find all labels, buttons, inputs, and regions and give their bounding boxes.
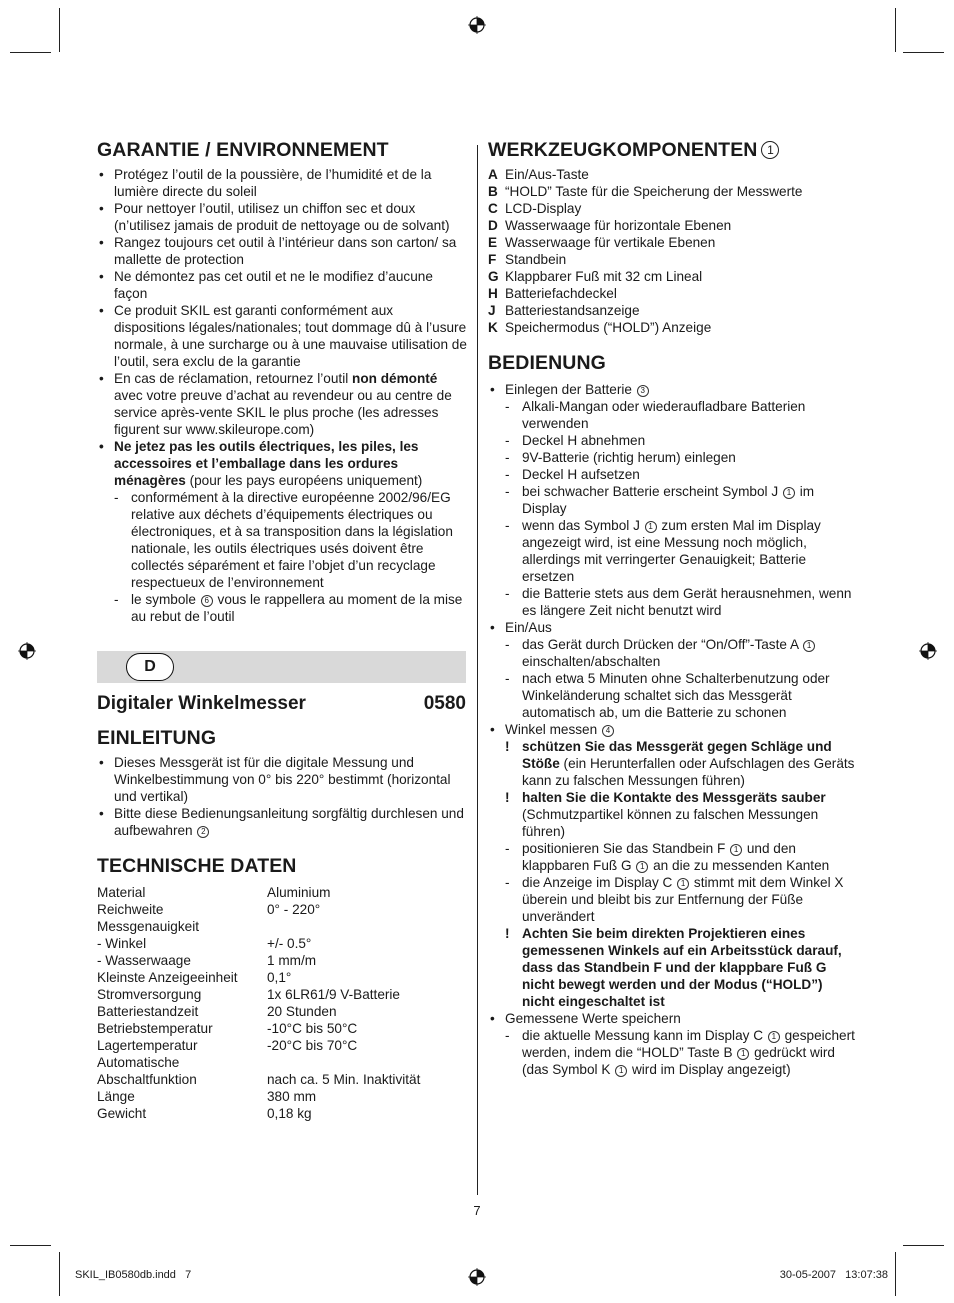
list-item: • Bitte diese Bedienungsanleitung sorgfältig durchlesen und aufbewahren 2 — [99, 806, 464, 838]
crop-mark — [903, 52, 944, 53]
list-item: • Rangez toujours cet outil à l’intérieur dans son carton/ sa mallette de protection — [99, 235, 457, 267]
bedienung-list — [488, 381, 858, 1078]
product-name: Digitaler Winkelmesser — [97, 693, 306, 714]
table-row — [97, 918, 467, 935]
technische-heading: TECHNISCHE DATEN — [97, 855, 297, 877]
table-value: -10°C bis 50°C — [267, 1021, 358, 1036]
component-text: LCD-Display — [505, 201, 582, 216]
component-letter: H — [488, 286, 498, 301]
table-value: 0,1° — [267, 970, 292, 985]
list-item: - Deckel H aufsetzen — [505, 467, 640, 482]
table-row — [97, 1037, 467, 1054]
list-item: • Winkel messen 4 ! schützen Sie das Messgerät gegen Schläge und Stöße (ein Herunterfallen oder Aufschlagen des Geräts kann zu falschen Messungen führen) ! halten Sie die Kontakte des Messgeräts sauber (Schmutzpartikel können zu falschen Messungen führen) - positionieren Sie das Standbein F 1 und den klappbaren Fuß G 1 an die zu messenden Kanten - die Anzeige im Display C 1 stimmt mit dem Winkel X überein und bleibt bis zur Entfernung der Füße unverändert ! Achten Sie beim direkten Projektieren eines gemessenen Winkels auf ein Arbeitsstück darauf, dass das Standbein F und der klappbare Fuß G nicht bewegt werden und der Modus (“HOLD”) nicht eingeschaltet ist — [488, 721, 858, 1010]
component-letter: G — [488, 269, 499, 284]
list-item: • Ein/Aus - das Gerät durch Drücken der “On/Off”-Taste A 1 einschalten/abschalten - nach etwa 5 Minuten ohne Schalterbenutzung oder Winkeländerung schaltet sich das Messgerät automatisch ab, um die Batterie zu schonen — [488, 619, 858, 721]
crop-mark — [895, 1252, 896, 1296]
table-value: 1x 6LR61/9 V-Batterie — [267, 987, 400, 1002]
table-label: Automatische — [97, 1055, 180, 1070]
registration-mark-icon — [468, 16, 486, 34]
table-label: - Wasserwaage — [97, 953, 191, 968]
table-label: - Winkel — [97, 936, 147, 951]
table-row — [97, 952, 467, 969]
table-value: nach ca. 5 Min. Inaktivität — [267, 1072, 421, 1087]
table-row — [97, 935, 467, 952]
table-row — [97, 1088, 467, 1105]
list-item: • Ce produit SKIL est garanti conformément aux dispositions légales/nationales; tout dommage dû à l’usure normale, à une surcharge ou à une mauvaise utilisation de l’outil, sera exclu de la garantie — [99, 303, 467, 369]
table-label: Reichweite — [97, 902, 164, 917]
table-label: Messgenauigkeit — [97, 919, 200, 934]
list-item: - die Anzeige im Display C 1 stimmt mit dem Winkel X überein und bleibt bis zur Entfernung der Füße unverändert — [505, 875, 844, 924]
einleitung-heading: EINLEITUNG — [97, 727, 217, 749]
ref-circle: 1 — [783, 487, 795, 499]
list-item — [488, 302, 858, 319]
table-value: 1 mm/m — [267, 953, 317, 968]
footer-file: SKIL_IB0580db.indd 7 — [75, 1269, 192, 1281]
list-item: • En cas de réclamation, retournez l’outil non démonté avec votre preuve d’achat au revendeur ou au centre de service après-vente SKIL le plus proche (les adresses figurent sur www.skileurope.com) — [99, 371, 452, 437]
garantie-heading: GARANTIE / ENVIRONNEMENT — [97, 139, 389, 161]
ref-circle: 1 — [803, 640, 815, 652]
list-item — [488, 183, 858, 200]
ref-circle: 1 — [615, 1065, 627, 1077]
table-row — [97, 901, 467, 918]
list-item — [488, 217, 858, 234]
list-item: - conformément à la directive européenne 2002/96/EG relative aux déchets d’équipements électriques ou électroniques, et à sa transposition dans la législation nationale, les outils électriques usés doivent être collectés séparément et faire l’objet d’un recyclage respectueux de l’environnement — [114, 490, 453, 590]
component-text: Wasserwaage für horizontale Ebenen — [505, 218, 732, 233]
garantie-list — [97, 166, 467, 625]
component-text: Standbein — [505, 252, 567, 267]
table-label: Kleinste Anzeigeeinheit — [97, 970, 238, 985]
list-item: • Ne démontez pas cet outil et ne le modifiez d’aucune façon — [99, 269, 433, 301]
component-letter: K — [488, 320, 498, 335]
table-row — [97, 1071, 467, 1088]
table-label: Betriebstemperatur — [97, 1021, 213, 1036]
table-label: Stromversorgung — [97, 987, 202, 1002]
table-value: 20 Stunden — [267, 1004, 337, 1019]
ref-circle: 1 — [730, 844, 742, 856]
product-title — [97, 693, 466, 715]
column-divider — [477, 145, 478, 1195]
crop-mark — [59, 8, 60, 52]
list-item: ! Achten Sie beim direkten Projektieren eines gemessenen Winkels auf ein Arbeitsstück darauf, dass das Standbein F und der klappbare Fuß G nicht bewegt werden und der Modus (“HOLD”) nicht eingeschaltet ist — [505, 926, 842, 1009]
table-row — [97, 1054, 467, 1071]
table-row — [97, 1105, 467, 1122]
list-item: - Deckel H abnehmen — [505, 433, 646, 448]
crop-mark — [59, 1252, 60, 1296]
component-letter: F — [488, 252, 497, 267]
list-item — [488, 200, 858, 217]
crop-mark — [10, 1245, 51, 1246]
list-item: • Dieses Messgerät ist für die digitale Messung und Winkelbestimmung von 0° bis 220° bestimmt (horizontal und vertikal) — [99, 755, 451, 804]
registration-mark-icon — [468, 1268, 486, 1286]
list-item — [488, 319, 858, 336]
table-value: +/- 0.5° — [267, 936, 312, 951]
table-value: Aluminium — [267, 885, 331, 900]
component-text: Batteriefachdeckel — [505, 286, 617, 301]
footer-datetime: 30-05-2007 13:07:38 — [779, 1269, 888, 1281]
ref-circle: 3 — [637, 385, 649, 397]
component-letter: B — [488, 184, 498, 199]
registration-mark-icon — [919, 642, 937, 660]
ref-circle: 6 — [201, 595, 213, 607]
component-letter: C — [488, 201, 498, 216]
list-item: ! halten Sie die Kontakte des Messgeräts sauber (Schmutzpartikel können zu falschen Messungen führen) — [505, 790, 826, 839]
component-letter: A — [488, 167, 498, 182]
bedienung-heading: BEDIENUNG — [488, 352, 606, 374]
werkzeug-list — [488, 166, 858, 336]
table-label: Lagertemperatur — [97, 1038, 198, 1053]
ref-circle: 1 — [761, 141, 779, 159]
ref-circle: 4 — [602, 725, 614, 737]
ref-circle: 1 — [645, 521, 657, 533]
page-number: 7 — [473, 1203, 481, 1218]
language-badge: D — [126, 653, 174, 681]
list-item — [488, 166, 858, 183]
table-value: 0° - 220° — [267, 902, 321, 917]
component-text: Ein/Aus-Taste — [505, 167, 589, 182]
table-value: 380 mm — [267, 1089, 317, 1104]
list-item: • Ne jetez pas les outils électriques, les piles, les accessoires et l’emballage dans les ordures ménagères (pour les pays européens uniquement) - conformément à la directive européenne 2002/96/EG relative aux déchets d’équipements électriques ou électroniques, et à sa transposition dans la législation nationale, les outils électriques usés doivent être collectés séparément et faire l’objet d’un recyclage respectueux de l’environnement - le symbole 6 vous le rappellera au moment de la mise au rebut de l’outil — [97, 438, 467, 625]
product-number: 0580 — [423, 693, 466, 714]
table-label: Material — [97, 885, 146, 900]
list-item — [488, 234, 858, 251]
einleitung-list — [97, 754, 467, 839]
registration-mark-icon — [18, 642, 36, 660]
technische-table — [97, 884, 467, 1122]
table-row — [97, 986, 467, 1003]
component-text: “HOLD” Taste für die Speicherung der Messwerte — [505, 184, 803, 199]
component-text: Wasserwaage für vertikale Ebenen — [505, 235, 716, 250]
component-text: Speichermodus (“HOLD”) Anzeige — [505, 320, 712, 335]
table-value: 0,18 kg — [267, 1106, 312, 1121]
list-item: - 9V-Batterie (richtig herum) einlegen — [505, 450, 736, 465]
table-label: Gewicht — [97, 1106, 147, 1121]
table-label: Batteriestandzeit — [97, 1004, 199, 1019]
list-item: - die aktuelle Messung kann im Display C 1 gespeichert werden, indem die “HOLD” Taste B 1 gedrückt wird (das Symbol K 1 wird im Display angezeigt) — [505, 1028, 855, 1077]
table-row — [97, 884, 467, 901]
table-label: Abschaltfunktion — [97, 1072, 197, 1087]
list-item — [488, 251, 858, 268]
list-item: • Einlegen der Batterie 3 - Alkali-Mangan oder wiederaufladbare Batterien verwenden - Deckel H abnehmen - 9V-Batterie (richtig herum) einlegen - Deckel H aufsetzen - bei schwacher Batterie erscheint Symbol J 1 im Display - wenn das Symbol J 1 zum ersten Mal im Display angezeigt wird, ist eine Messung noch möglich, allerdings mit verringerter Genauigkeit; Batterie ersetzen - die Batterie stets aus dem Gerät herausnehmen, wenn es längere Zeit nicht benutzt wird — [488, 381, 858, 619]
component-letter: J — [488, 303, 496, 318]
list-item: - bei schwacher Batterie erscheint Symbol J 1 im Display — [505, 484, 815, 516]
ref-circle: 1 — [768, 1031, 780, 1043]
ref-circle: 1 — [737, 1048, 749, 1060]
list-item: • Pour nettoyer l’outil, utilisez un chiffon sec et doux (n’utilisez jamais de produit de nettoyage ou de solvant) — [99, 201, 450, 233]
component-text: Klappbarer Fuß mit 32 cm Lineal — [505, 269, 703, 284]
list-item — [488, 285, 858, 302]
crop-mark — [903, 1245, 944, 1246]
component-text: Batteriestandsanzeige — [505, 303, 640, 318]
table-label: Länge — [97, 1089, 135, 1104]
list-item: - die Batterie stets aus dem Gerät herausnehmen, wenn es längere Zeit nicht benutzt wird — [505, 586, 852, 618]
ref-circle: 2 — [197, 826, 209, 838]
list-item: - das Gerät durch Drücken der “On/Off”-Taste A 1 einschalten/abschalten — [505, 636, 858, 670]
list-item: - le symbole 6 vous le rappellera au moment de la mise au rebut de l’outil — [114, 592, 463, 624]
table-row — [97, 1003, 467, 1020]
component-letter: E — [488, 235, 498, 250]
crop-mark — [10, 52, 51, 53]
list-item: - nach etwa 5 Minuten ohne Schalterbenutzung oder Winkeländerung schaltet sich das Messgerät automatisch ab, um die Batterie zu schonen — [505, 671, 830, 720]
list-item: ! schützen Sie das Messgerät gegen Schläge und Stöße (ein Herunterfallen oder Aufschlagen des Geräts kann zu falschen Messungen führen) — [505, 739, 855, 788]
language-bar — [97, 651, 466, 683]
table-row — [97, 969, 467, 986]
table-value: -20°C bis 70°C — [267, 1038, 358, 1053]
list-item: - positionieren Sie das Standbein F 1 und den klappbaren Fuß G 1 an die zu messenden Kanten — [505, 841, 830, 873]
component-letter: D — [488, 218, 498, 233]
list-item: - Alkali-Mangan oder wiederaufladbare Batterien verwenden — [505, 399, 806, 431]
crop-mark — [895, 8, 896, 52]
ref-circle: 1 — [636, 861, 648, 873]
list-item — [488, 268, 858, 285]
table-row — [97, 1020, 467, 1037]
werkzeug-heading: WERKZEUGKOMPONENTEN 1 — [488, 139, 779, 162]
ref-circle: 1 — [677, 878, 689, 890]
list-item: • Protégez l’outil de la poussière, de l’humidité et de la lumière directe du soleil — [99, 167, 432, 199]
list-item: - wenn das Symbol J 1 zum ersten Mal im Display angezeigt wird, ist eine Messung noch möglich, allerdings mit verringerter Genauigkeit; Batterie ersetzen — [505, 518, 821, 584]
list-item: • Gemessene Werte speichern - die aktuelle Messung kann im Display C 1 gespeichert werden, indem die “HOLD” Taste B 1 gedrückt wird (das Symbol K 1 wird im Display angezeigt) — [488, 1010, 858, 1078]
